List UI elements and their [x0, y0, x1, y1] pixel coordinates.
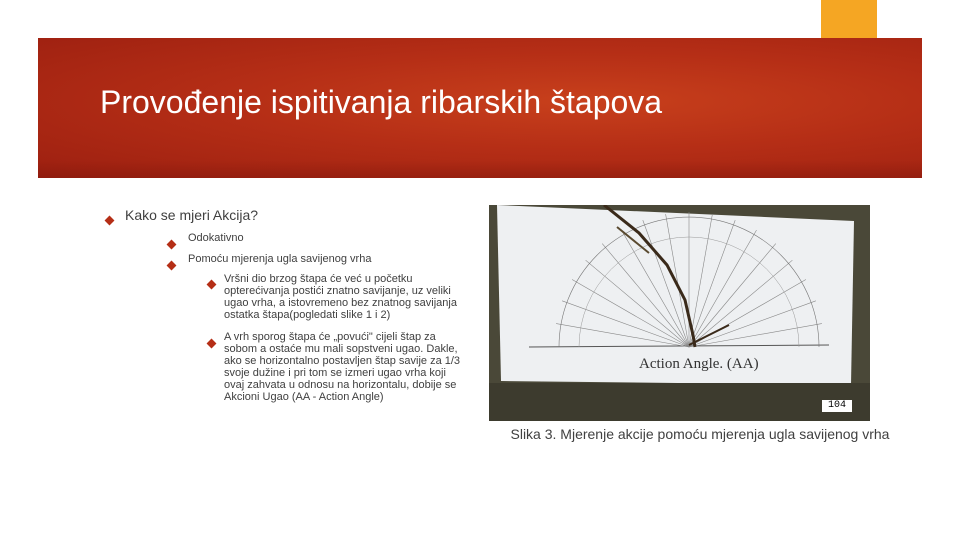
- level3-bullet-text: A vrh sporog štapa će „povući" cijeli štap za sobom a ostaće mu mali sopstveni ugao. Dakle, ako se horizontalno postavljen štap savije za 1/3 svoje dužine i pri tom se izmeri ugao vrha koji ovaj zahvata u odnosu na horizontalu, dobije se Akcioni Ugao (AA - Action Angle): [224, 331, 461, 403]
- level1-bullet-text: Kako se mjeri Akcija?: [125, 207, 259, 223]
- slide-title: Provođenje ispitivanja ribarskih štapova: [100, 84, 663, 120]
- bullet-diamond-icon: [168, 235, 175, 253]
- photo-caption-text: Action Angle. (AA): [639, 356, 759, 372]
- bullet-diamond-icon: [208, 275, 215, 293]
- level2-bullet-text: Odokativno: [188, 232, 244, 244]
- level3-bullet-text: Vršni dio brzog štapa će već u početku opterećivanja postići znatno savijanje, uz veliki ugao vrha, a istovremeno bez znatnog savijanja ostatka štapa(pogledati slike 1 i 2): [224, 273, 457, 321]
- figure-caption: Slika 3. Mjerenje akcije pomoću mjerenja ugla savijenog vrha: [510, 426, 890, 442]
- bullet-diamond-icon: [168, 256, 175, 274]
- level2-bullet-text: Pomoću mjerenja ugla savijenog vrha: [188, 253, 372, 265]
- action-angle-photo: [489, 205, 870, 421]
- bullet-diamond-icon: [106, 211, 113, 229]
- photo-number-label: 104: [822, 400, 852, 412]
- bullet-diamond-icon: [208, 334, 215, 352]
